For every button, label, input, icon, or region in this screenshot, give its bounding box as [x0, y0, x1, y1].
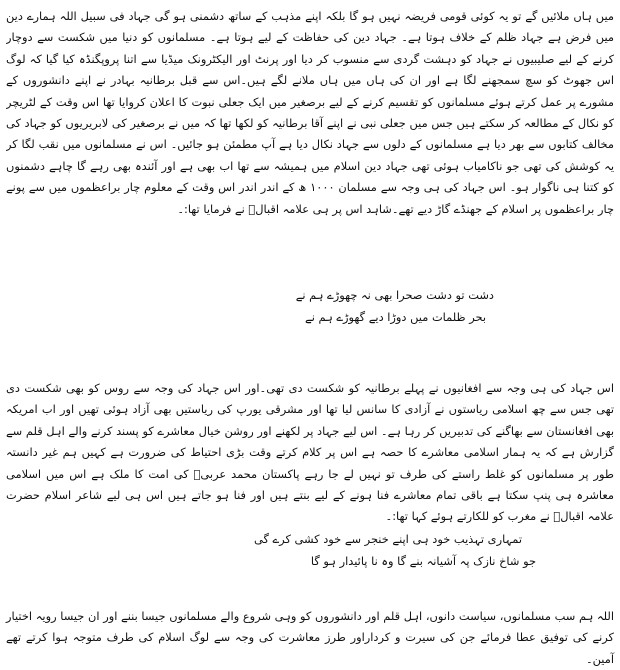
verse-3: تمہاری تہذیب خود ہی اپنے خنجر سے خود کشی کرے گی — [253, 531, 522, 546]
verse-2: بحر ظلمات میں دوڑا دیے گھوڑے ہم نے — [305, 310, 486, 324]
article-body — [6, 6, 614, 670]
spacer — [6, 328, 614, 378]
paragraph-2: اس جہاد کی ہی وجہ سے افغانیوں نے پہلے برطانیہ کو شکست دی تھی۔اور اس جہاد کی وجہ سے روس کو بھی شکست دی تھی جس سے چھ اسلامی ریاستوں نے آزادی کا سانس لیا تھا اور مشرقی یورپ کی ریاستیں بھی آزاد ہوئی تھیں اور اب امریکہ بھی افغانستان سے بھاگنے کی تدبیریں کر رہا ہے۔ اس لیے جہاد پر لکھنے اور روشن خیال معاشرے کو پسند کرنے والے اہل قلم سے گزارش ہے کہ یہ ہمار اسلامی معاشرے کا حصہ ہے اس پر کلام کرتے وقت بڑی احتیاط کی ضرورت ہے کہیں ہم غیر دانستہ طور پر مسلمانوں کو غلط راستے کی طرف تو نہیں لے جا رہے پاکستان محمد عربیؐ کی امت کا ملک ہے اس میں اسلامی معاشرہ ہی پنپ سکتا ہے باقی تمام معاشرے فنا ہونے کے لیے بنتے ہیں اور فنا ہو جاتے ہیں اس ہی لیے شاعر اسلام حضرت علامہ اقبالؒ نے مغرب کو للکارتے ہوئے کہا تھا:۔ — [6, 381, 614, 524]
verse-1: دشت تو دشت صحرا بھی نہ چھوڑے ہم نے — [295, 288, 494, 302]
spacer — [6, 572, 614, 606]
verse-4: جو شاخ نازک پہ آشیانہ بنے گا وہ نا پائیدار ہو گا — [310, 553, 536, 568]
paragraph-1: میں ہاں ملائیں گے تو یہ کوئی قومی فریضہ نہیں ہو گا بلکہ اپنے مذہب کے ساتھ دشمنی ہو گی جہاد فی سبیل اللہ ہمارے دین میں فرض ہے جہاد ظلم کے خلاف ہوتا ہے۔ جہاد دین کی حفاظت کے لیے ہوتا ہے۔ مسلمانوں کو دنیا میں شکست سے دوچار کرنے کے لیے صلیبیوں نے جہاد کو دہشت گردی سے منسوب کر دیا اور پرنٹ اور الیکٹرونک میڈیا سے اتنا پروپگنڈہ کیا گیا کہ لوگ اس جھوٹ کو سچ سمجھنے لگا ہے اور ان کی ہاں میں ہاں ملانے لگے ہیں۔اس سے قبل برطانیہ بہادر نے اپنے دانشوروں کے مشورے پر عمل کرتے ہوئے مسلمانوں کو تقسیم کرنے کے لیے برصغیر میں ایک جعلی نبوت کا اعلان کروایا تھا اس وقت کے لٹریچر کو نکال کے مطالعہ کر سکتے ہیں جس میں جعلی نبی نے اپنے آقا برطانیہ کو لکھا تھا کہ میں نے برصغیر کی لابریریوں کو جہاد کی مخالف کتابوں سے بھر دیا ہے مسلمانوں کے دلوں سے جہاد نکال دیا ہے آپ مطمئن ہو جائیں۔ اس نے مسلمانوں میں نقب لگا کر یہ کوشش کی تھی جو ناکامیاب ہوئی تھی جہاد دین اسلام میں ہمیشہ سے تھا اب بھی ہے اور آئندہ بھی رہے گا چاہے دشمنوں کو کتنا ہی ناگوار ہو۔ اس جہاد کی ہی وجہ سے مسلمان ۱۰۰۰ ھ کے اندر اندر اس وقت کے معلوم چار براعظموں میں سے پونے چار براعظموں پر اسلام کے جھنڈے گاڑ دیے تھے۔شاہد اس پر ہی علامہ اقبالؒ نے فرمایا تھا:۔ — [6, 9, 614, 216]
paragraph-3: اللہ ہم سب مسلمانوں، سیاست دانوں، اہل قلم اور دانشوروں کو وہی شروع والے مسلمانوں جیسا بننے اور ان جیسا رویہ اختیار کرنے کی توفیق عطا فرمائے جن کی سیرت و کرداراور طرز معاشرت کی وجہ سے لوگ اسلام کی طرف متوجہ ہوا کرتے تھے آمین۔ — [6, 608, 614, 666]
